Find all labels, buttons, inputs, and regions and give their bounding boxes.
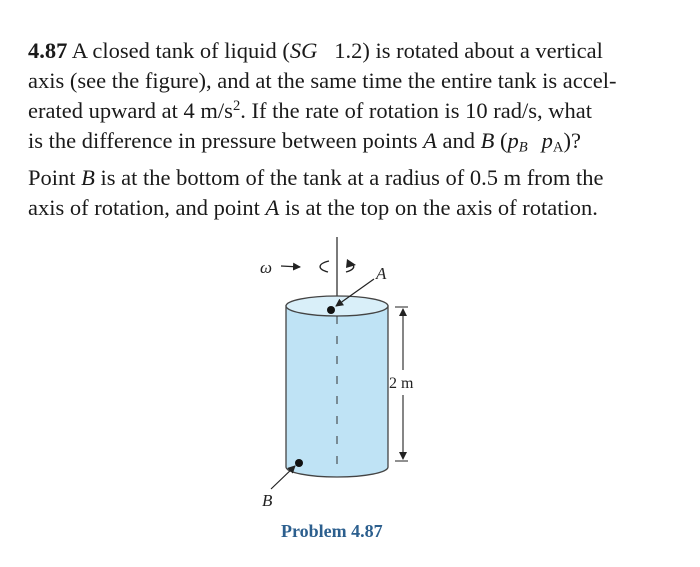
problem-line-5: Point B is at the bottom of the tank at a radius of 0.5 m from the [28,164,604,190]
height-label: 2 m [389,375,414,392]
problem-line-2: axis (see the figure), and at the same time the entire tank is accel- [28,68,617,93]
omega-arrow [281,266,300,267]
problem-number: 4.87 [28,38,68,63]
point-a-marker [327,306,335,314]
sg-symbol: SG [289,38,318,63]
omega-label: ω [260,258,273,277]
label-b: B [262,491,273,510]
problem-line-3: erated upward at 4 $m/s^2$. If the rate of rotation is 10 rad/s, what [28,97,593,123]
rotation-arrowhead [346,259,356,268]
label-a: A [376,264,387,283]
pointer-b [271,466,295,489]
tank-body [286,306,388,477]
figure-caption: Problem 4.87 [281,521,383,541]
problem-line-6: axis of rotation, and point A is at the top on the axis of rotation. [28,194,598,220]
problem-line-4: is the difference in pressure between points A and B ($p_B$ $p_A$)? [28,128,581,156]
problem-line-1: 4.87 A closed tank of liquid (SG 1.2) is rotated about a vertical [28,38,603,63]
point-b-marker [295,459,303,467]
